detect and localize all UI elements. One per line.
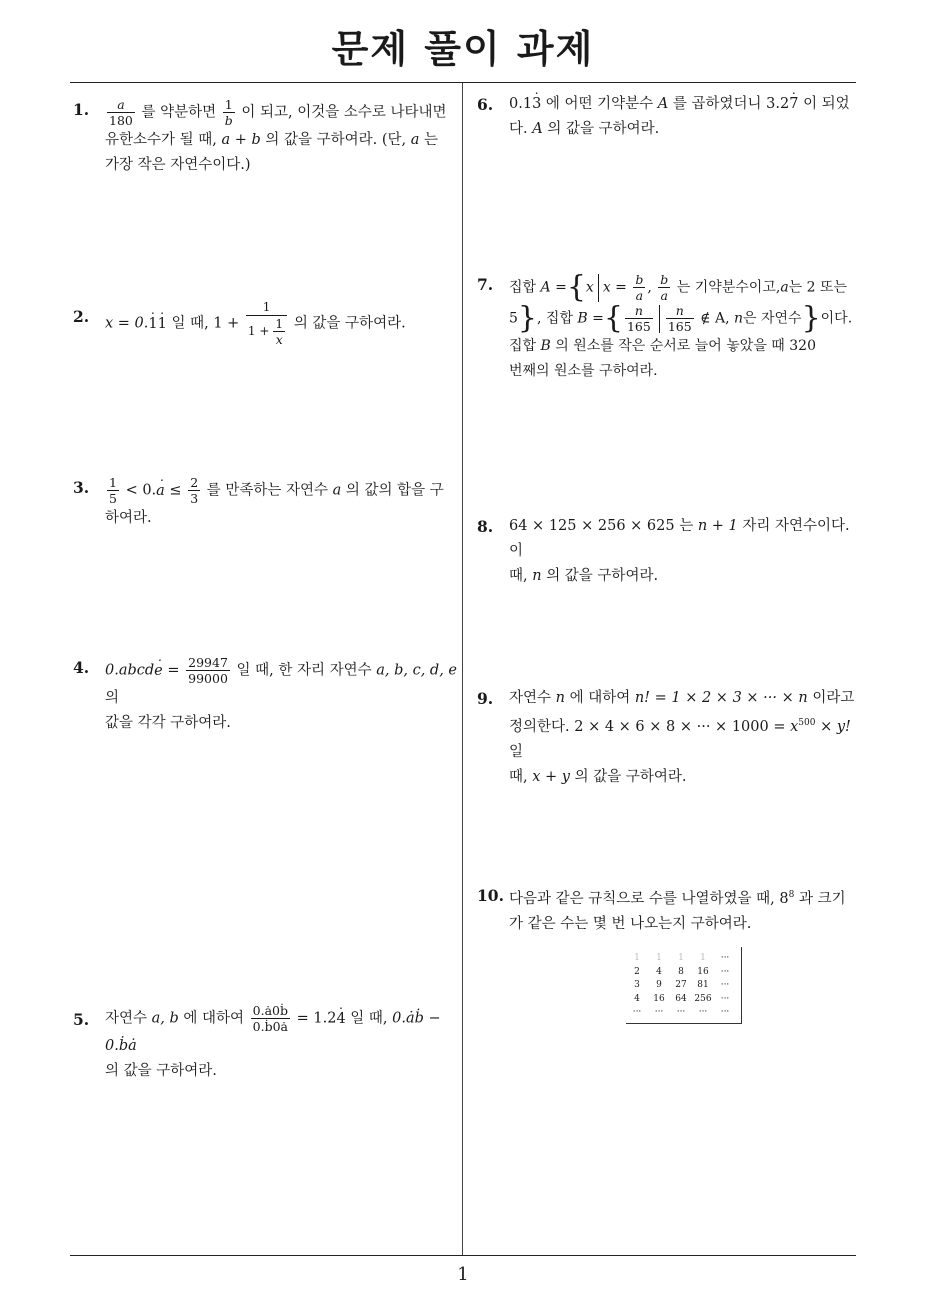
continued-fraction: 1 1 + $\frac{1}{x}$ xyxy=(246,300,287,347)
problem-8: 8. 64 × 125 × 256 × 625 는 n + 1 자리 자연수이다. 이 때, n 의 값을 구하여라. xyxy=(477,514,859,589)
problem-6: 6. 0.1˙ 3 에 어떤 기약분수 A 를 곱하였더니 3.2˙ 7 이 되었 다. A 의 값을 구하여라. xyxy=(477,92,859,142)
fraction: $\frac{1}{b}$ xyxy=(224,97,233,128)
problem-number: 7. xyxy=(477,275,494,294)
problem-9: 9. 자연수 n 에 대하여 n! = 1 × 2 × 3 × ··· × n 이라고 정의한다. 2 × 4 × 6 × 8 × ··· × $1000 = x^{500} \times y$! 일 때, x + y 의 값을 구하여라. xyxy=(477,686,859,790)
grid-row: 2 4 8 16 ··· xyxy=(634,966,730,977)
problem-number: 8. xyxy=(477,517,494,536)
problem-2: 2. x = 0.˙ 1˙ 1 일 때, 1 + 1 1 + $\frac{1}{x}$ 의 값을 구하여라. xyxy=(73,300,458,347)
problem-number: 4. xyxy=(73,658,90,677)
top-rule xyxy=(70,82,856,83)
fraction: $\frac{29947}{99000}$ xyxy=(188,655,228,686)
grid-row: ··· ··· ··· ··· ··· xyxy=(632,1007,730,1017)
grid-row: 1 1 1 1 ··· xyxy=(634,953,730,963)
problem-number: 9. xyxy=(477,689,494,708)
bottom-rule xyxy=(70,1255,856,1256)
fraction: $\frac{a}{180}$ xyxy=(109,97,133,128)
problem-number: 6. xyxy=(477,95,494,114)
grid-row: 4 16 64 256 ··· xyxy=(634,993,730,1004)
grid-row: 3 9 27 81 ··· xyxy=(634,980,730,990)
page-number: 1 xyxy=(457,1264,469,1285)
problem-7: 7. 집합 A ={x x = $\frac{b}{a}$ , $\frac{b}{a}$ 는 기약분수이고,a는 2 또는 5}, 집합 B ={ $\frac{n}{165}$ $\frac{n}{165}$ ∉ A, n은 자연수}이다. 집합 B 의 원소를 작은 순서로 늘어 놓았을 때 320 번째의 원소를 구하여라. xyxy=(477,269,853,379)
page-title: 문제 풀이 과제 xyxy=(331,27,595,71)
number-grid xyxy=(626,947,742,1024)
problem-3: 3. $\frac{1}{5}$ < 0.˙ a ≤ $\frac{2}{3}$ 를 만족하는 자연수 a 의 값의 합을 구 하여라. xyxy=(73,475,458,531)
fraction: $\frac{2}{3}$ xyxy=(190,475,199,506)
fraction: $\frac{1}{5}$ xyxy=(109,475,117,506)
problem-number: 10. xyxy=(477,886,504,905)
problem-1: 1. $\frac{a}{180}$ 를 약분하면 $\frac{1}{b}$ 이 되고, 이것을 소수로 나타내면 유한소수가 될 때, a + b 의 값을 구하여라. (단, a 는 가장 작은 자연수이다.) xyxy=(73,97,447,173)
column-divider xyxy=(462,83,463,1255)
problem-number: 5. xyxy=(73,1010,90,1029)
problem-5: 5. 자연수 a, b 에 대하여 $\frac{\text{0.ȧ0ḃ}}{\text{0.ḃ0ȧ}}$ = 1.2˙ 4 일 때, 0.ȧḃ − 0.ḃȧ 의 값을 구하여라. xyxy=(73,1003,458,1084)
problem-10: 10. 다음과 같은 규칙으로 수를 나열하였을 때, $8^8$ 과 크기 가 같은 수는 몇 번 나오는지 구하여라. xyxy=(477,883,859,937)
problem-number: 3. xyxy=(73,478,90,497)
problem-4: 4. 0.abcd˙ e = $\frac{29947}{99000}$ 일 때, 한 자리 자연수 a, b, c, d, e 의 값을 각각 구하여라. xyxy=(73,655,458,736)
fraction: $\frac{\text{0.ȧ0ḃ}}{\text{0.ḃ0ȧ}}$ xyxy=(252,1003,288,1034)
problem-number: 1. xyxy=(73,100,90,119)
problem-number: 2. xyxy=(73,307,90,326)
